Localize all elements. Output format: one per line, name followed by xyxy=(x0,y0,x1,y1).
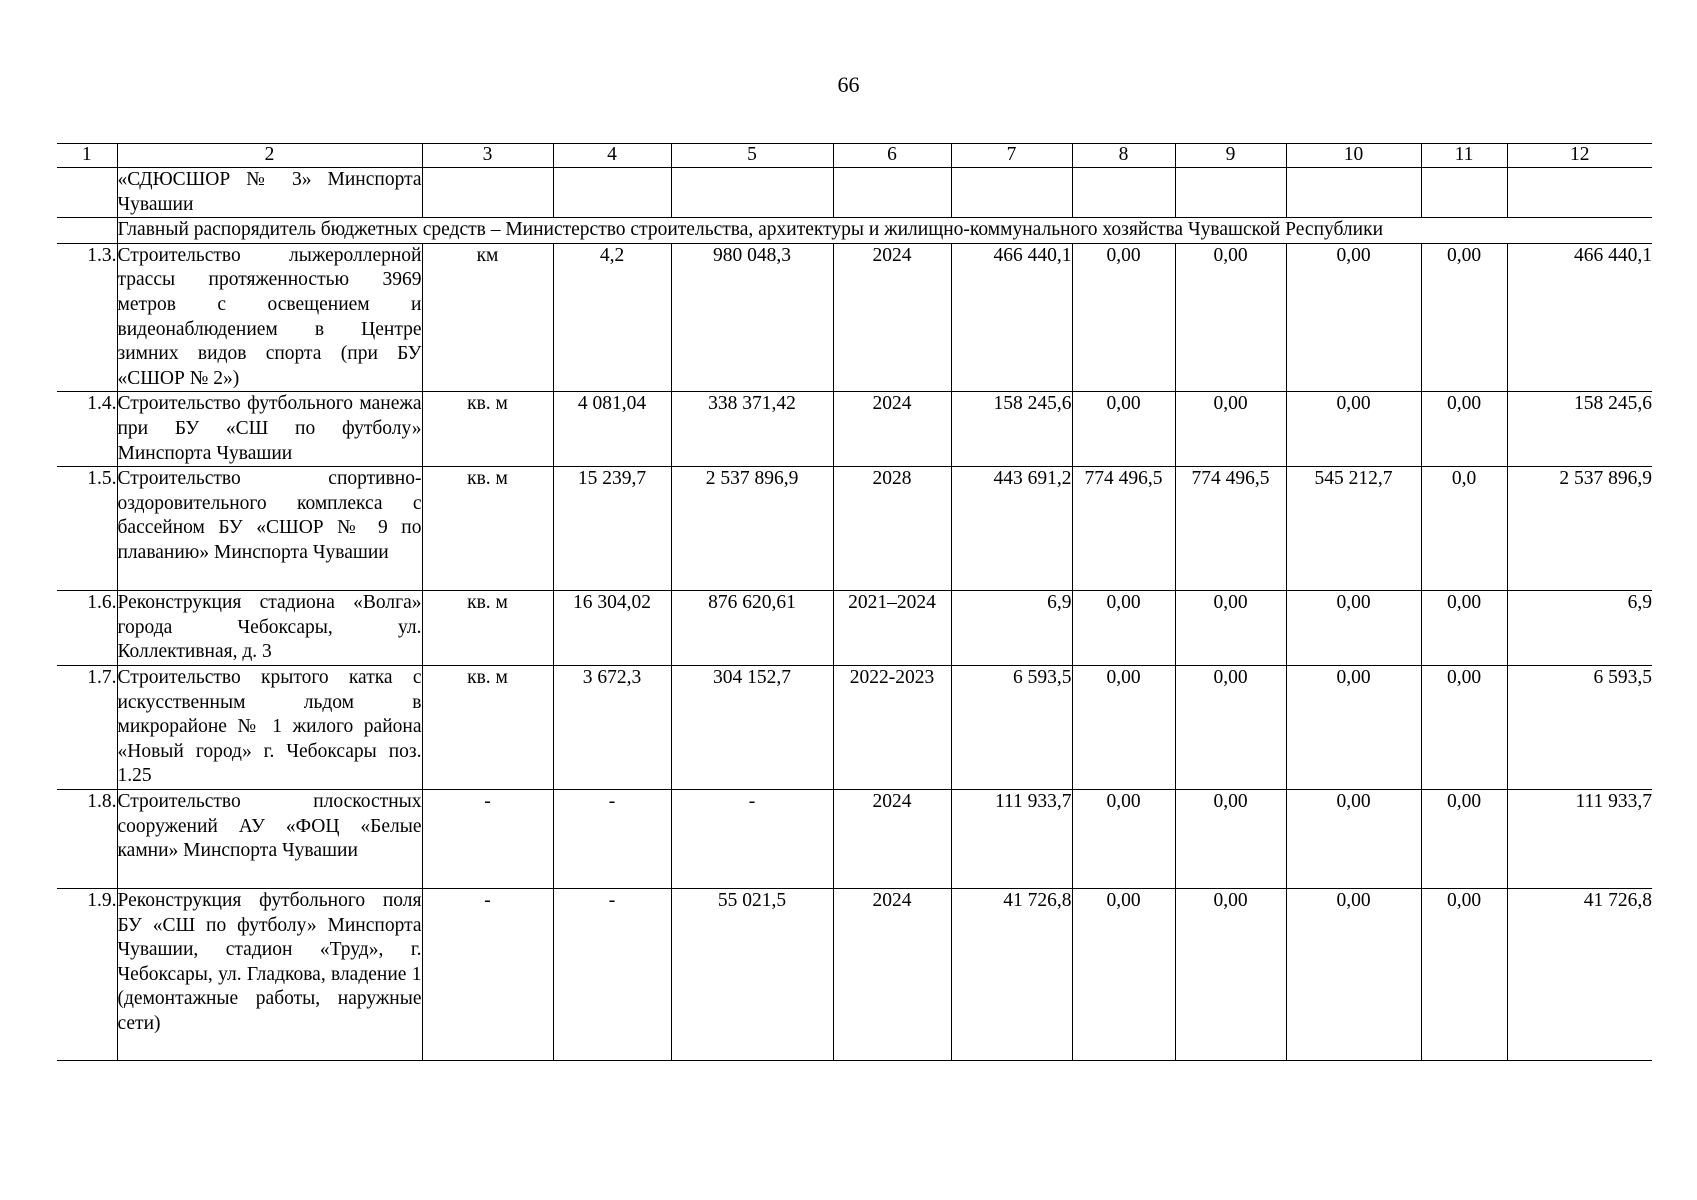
row-number: 1.8. xyxy=(57,789,117,888)
column-number: 12 xyxy=(1507,144,1652,168)
years: 2024 xyxy=(833,888,951,1060)
object-name: Строительство футбольного манежа при БУ «СШ по футболу» Минспорта Чувашии xyxy=(117,392,422,467)
value-col-11: 0,00 xyxy=(1421,243,1507,392)
value-col-8: 774 496,5 xyxy=(1072,467,1175,591)
table-row xyxy=(57,467,1652,591)
value-col-7: 466 440,1 xyxy=(951,243,1072,392)
value-col-9: 0,00 xyxy=(1175,789,1286,888)
years: 2024 xyxy=(833,789,951,888)
value-col-7: 158 245,6 xyxy=(951,392,1072,467)
unit: км xyxy=(422,243,553,392)
value-col-7: 6 593,5 xyxy=(951,665,1072,789)
row-number: 1.6. xyxy=(57,591,117,666)
column-number: 2 xyxy=(117,144,422,168)
value-col-7: 6,9 xyxy=(951,591,1072,666)
table-row xyxy=(57,665,1652,789)
table-row xyxy=(57,789,1652,888)
value-col-9: 0,00 xyxy=(1175,591,1286,666)
estimated-cost: 980 048,3 xyxy=(671,243,833,392)
object-name: Строительство плоскостных сооружений АУ «ФОЦ «Белые камни» Минспорта Чувашии xyxy=(117,789,422,888)
table-row xyxy=(57,243,1652,392)
row-number: 1.3. xyxy=(57,243,117,392)
column-number: 10 xyxy=(1286,144,1421,168)
years: 2028 xyxy=(833,467,951,591)
unit: кв. м xyxy=(422,591,553,666)
value-col-7: 41 726,8 xyxy=(951,888,1072,1060)
capacity: 15 239,7 xyxy=(553,467,671,591)
value-col-10: 0,00 xyxy=(1286,243,1421,392)
years: 2024 xyxy=(833,243,951,392)
value-col-7: 111 933,7 xyxy=(951,789,1072,888)
value-col-9: 0,00 xyxy=(1175,392,1286,467)
value-col-8: 0,00 xyxy=(1072,243,1175,392)
value-col-10: 0,00 xyxy=(1286,591,1421,666)
column-number: 11 xyxy=(1421,144,1507,168)
agency-row xyxy=(57,218,1652,244)
value-col-11: 0,00 xyxy=(1421,392,1507,467)
value-col-9: 0,00 xyxy=(1175,888,1286,1060)
capacity: 4 081,04 xyxy=(553,392,671,467)
value-col-10: 545 212,7 xyxy=(1286,467,1421,591)
object-name: «СДЮСШОР № 3» Минспорта Чувашии xyxy=(117,168,422,218)
column-number: 6 xyxy=(833,144,951,168)
estimated-cost: 2 537 896,9 xyxy=(671,467,833,591)
value-col-12: 2 537 896,9 xyxy=(1507,467,1652,591)
object-name: Реконструкция футбольного поля БУ «СШ по футболу» Минспорта Чувашии, стадион «Труд», г. Чебоксары, ул. Гладкова, владение 1 (демонтажные работы, наружные сети) xyxy=(117,888,422,1060)
value-col-10: 0,00 xyxy=(1286,789,1421,888)
unit: - xyxy=(422,789,553,888)
row-number: 1.4. xyxy=(57,392,117,467)
value-col-12: 41 726,8 xyxy=(1507,888,1652,1060)
value-col-8: 0,00 xyxy=(1072,888,1175,1060)
object-name: Строительство лыжероллерной трассы протяженностью 3969 метров с освещением и видеонаблюдением в Центре зимних видов спорта (при БУ «СШОР № 2») xyxy=(117,243,422,392)
estimated-cost: 876 620,61 xyxy=(671,591,833,666)
value-col-12: 111 933,7 xyxy=(1507,789,1652,888)
object-name: Строительство крытого катка с искусственным льдом в микрорайоне № 1 жилого района «Новый город» г. Чебоксары поз. 1.25 xyxy=(117,665,422,789)
value-col-12: 6,9 xyxy=(1507,591,1652,666)
column-number: 5 xyxy=(671,144,833,168)
value-col-8: 0,00 xyxy=(1072,789,1175,888)
value-col-11: 0,00 xyxy=(1421,888,1507,1060)
years: 2022-2023 xyxy=(833,665,951,789)
value-col-10: 0,00 xyxy=(1286,665,1421,789)
column-number: 3 xyxy=(422,144,553,168)
value-col-11: 0,00 xyxy=(1421,665,1507,789)
value-col-10: 0,00 xyxy=(1286,888,1421,1060)
value-col-9: 774 496,5 xyxy=(1175,467,1286,591)
years: 2024 xyxy=(833,392,951,467)
table-row xyxy=(57,392,1652,467)
value-col-9: 0,00 xyxy=(1175,665,1286,789)
column-number: 4 xyxy=(553,144,671,168)
capacity: 3 672,3 xyxy=(553,665,671,789)
value-col-9: 0,00 xyxy=(1175,243,1286,392)
value-col-8: 0,00 xyxy=(1072,665,1175,789)
capacity: - xyxy=(553,789,671,888)
capacity: 4,2 xyxy=(553,243,671,392)
capacity: 16 304,02 xyxy=(553,591,671,666)
value-col-11: 0,00 xyxy=(1421,591,1507,666)
value-col-11: 0,00 xyxy=(1421,789,1507,888)
table-row xyxy=(57,888,1652,1060)
unit: кв. м xyxy=(422,665,553,789)
unit: - xyxy=(422,888,553,1060)
value-col-12: 6 593,5 xyxy=(1507,665,1652,789)
row-number: 1.7. xyxy=(57,665,117,789)
continued-row xyxy=(57,168,1652,218)
value-col-8: 0,00 xyxy=(1072,591,1175,666)
row-number: 1.5. xyxy=(57,467,117,591)
value-col-11: 0,0 xyxy=(1421,467,1507,591)
object-name: Реконструкция стадиона «Волга» города Чебоксары, ул. Коллективная, д. 3 xyxy=(117,591,422,666)
program-objects-table xyxy=(57,143,1652,1061)
table-row xyxy=(57,591,1652,666)
page-number: 66 xyxy=(837,72,860,97)
column-number: 8 xyxy=(1072,144,1175,168)
object-name: Строительство спортивно-оздоровительного комплекса с бассейном БУ «СШОР № 9 по плаванию» Минспорта Чувашии xyxy=(117,467,422,591)
capacity: - xyxy=(553,888,671,1060)
value-col-10: 0,00 xyxy=(1286,392,1421,467)
value-col-7: 443 691,2 xyxy=(951,467,1072,591)
value-col-12: 466 440,1 xyxy=(1507,243,1652,392)
row-number: 1.9. xyxy=(57,888,117,1060)
column-number: 7 xyxy=(951,144,1072,168)
column-numbers-row xyxy=(57,144,1652,168)
estimated-cost: 338 371,42 xyxy=(671,392,833,467)
unit: кв. м xyxy=(422,467,553,591)
budget-manager-heading: Главный распорядитель бюджетных средств – Министерство строительства, архитектуры и жилищно-коммунального хозяйства Чувашской Республики xyxy=(117,218,1652,244)
value-col-12: 158 245,6 xyxy=(1507,392,1652,467)
value-col-8: 0,00 xyxy=(1072,392,1175,467)
estimated-cost: 304 152,7 xyxy=(671,665,833,789)
unit: кв. м xyxy=(422,392,553,467)
years: 2021–2024 xyxy=(833,591,951,666)
estimated-cost: - xyxy=(671,789,833,888)
column-number: 9 xyxy=(1175,144,1286,168)
estimated-cost: 55 021,5 xyxy=(671,888,833,1060)
column-number: 1 xyxy=(57,144,117,168)
